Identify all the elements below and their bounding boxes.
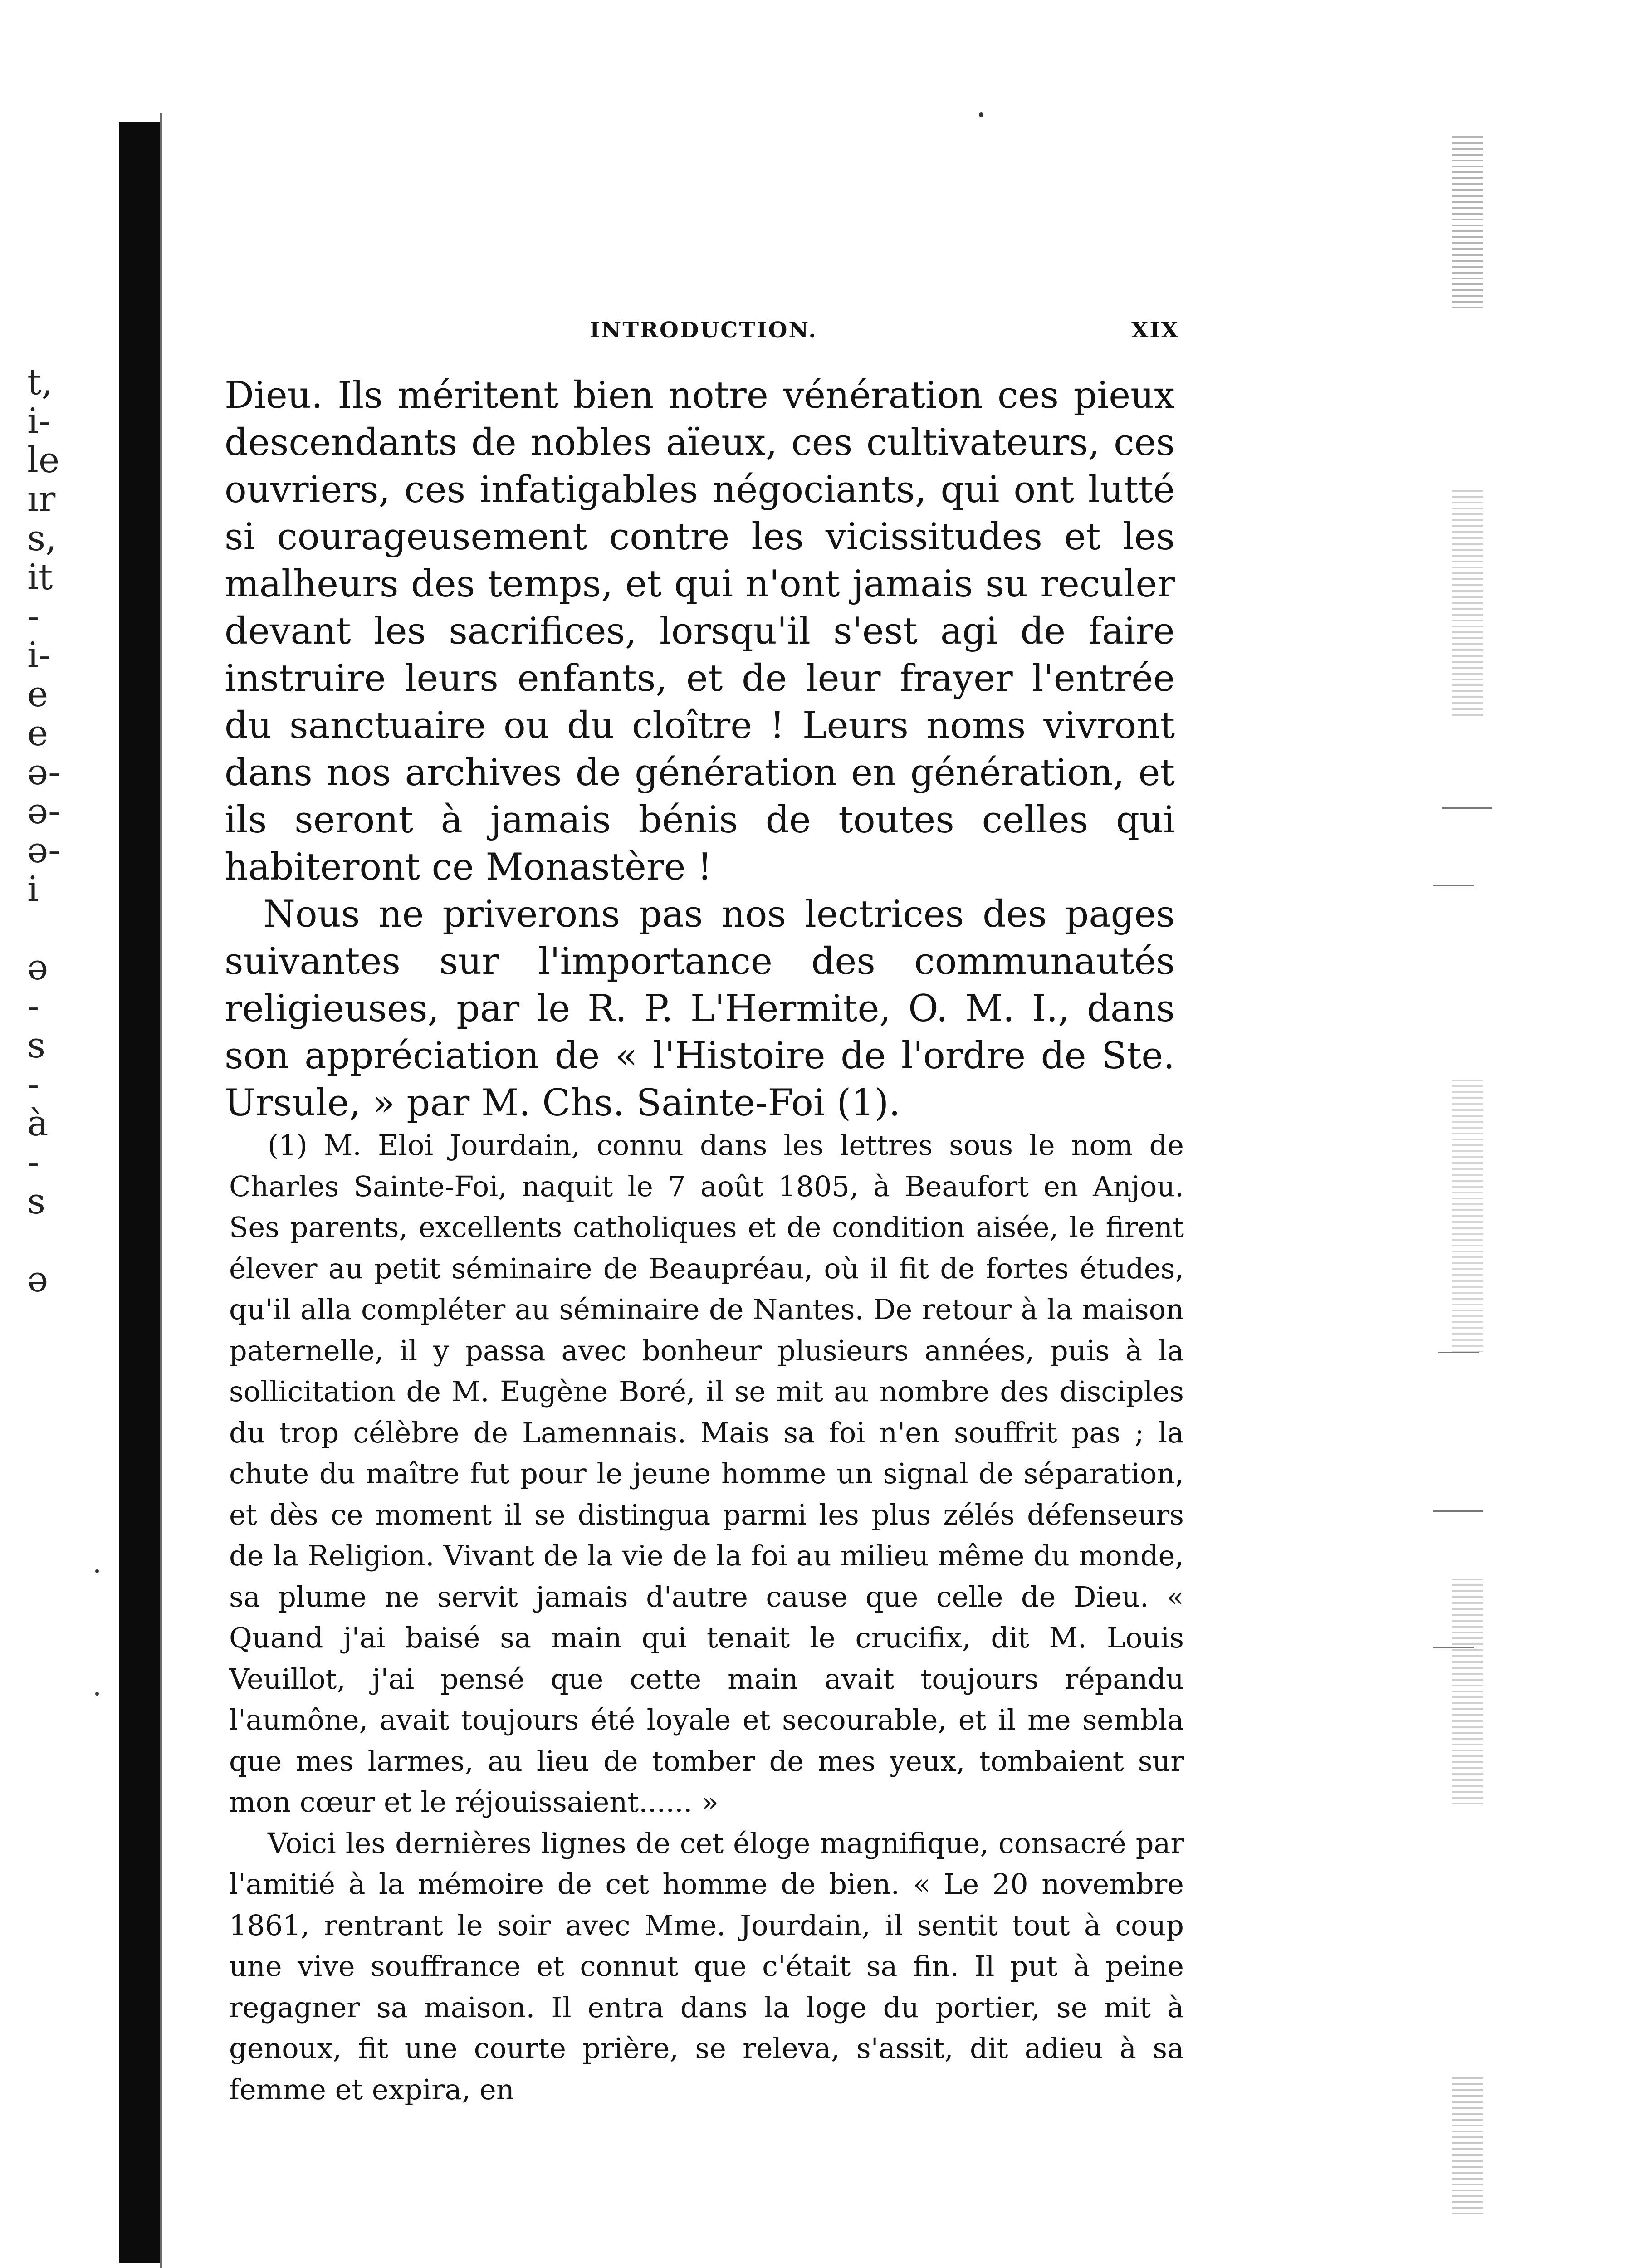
scan-noise-mark xyxy=(1438,1352,1479,1353)
fragment-line: ə- xyxy=(27,752,60,793)
body-paragraph: Nous ne priverons pas nos lectrices des pages suivantes sur l'importance des communautés religieuses, par le R. P. L'Hermite, O. M. I., dans son appréciation de « l'Histoire de l'ordre de Ste. Ursule, » par M. Chs. Sainte-Foi (1). xyxy=(225,893,1175,1124)
footnote-block xyxy=(229,1125,1184,2110)
footnote-paragraph: Voici les dernières lignes de cet éloge magnifique, consacré par l'amitié à la mémoire de cet homme de bien. « Le 20 novembre 1861, rentrant le soir avec Mme. Jourdain, il sentit tout à coup une vive souffrance et connut que c'était sa fin. Il put à peine regagner sa maison. Il entra dans la loge du portier, se mit à genoux, fit une courte prière, se releva, s'assit, dit adieu à sa femme et expira, en xyxy=(229,1826,1184,2106)
page-header xyxy=(590,318,1179,343)
fragment-line xyxy=(27,909,118,948)
scan-noise-band xyxy=(1452,1080,1483,1352)
scan-noise-mark xyxy=(1433,1647,1474,1648)
running-title: INTRODUCTION. xyxy=(590,318,817,343)
scan-edge-noise xyxy=(1433,82,1542,2259)
fragment-line: ə xyxy=(27,947,49,988)
scan-speck xyxy=(95,1569,99,1573)
scan-noise-band xyxy=(1452,136,1483,308)
main-body-text xyxy=(225,372,1175,1127)
scan-speck xyxy=(979,112,983,117)
scan-noise-band xyxy=(1452,1579,1483,1805)
fragment-line: - xyxy=(27,596,39,637)
fragment-line: i- xyxy=(27,401,51,442)
fragment-line: - xyxy=(27,1064,39,1105)
scan-speck xyxy=(95,1692,99,1696)
fragment-line: i- xyxy=(27,635,51,676)
fragment-line: t, xyxy=(27,362,53,403)
page-number: XIX xyxy=(1131,318,1179,343)
fragment-line: ə- xyxy=(27,830,60,871)
book-spine-shadow xyxy=(119,122,160,2263)
scan-noise-band xyxy=(1452,2077,1483,2214)
page-gutter-edge xyxy=(160,113,162,2268)
fragment-line: e xyxy=(27,713,49,754)
fragment-line: - xyxy=(27,986,39,1027)
fragment-line: s, xyxy=(27,518,57,559)
fragment-line xyxy=(27,1221,118,1260)
scan-noise-band xyxy=(1452,490,1483,717)
fragment-line: i xyxy=(27,869,39,910)
fragment-line: - xyxy=(27,1142,39,1183)
fragment-line: s xyxy=(27,1025,46,1066)
fragment-line: s xyxy=(27,1181,46,1222)
fragment-line: it xyxy=(27,557,53,598)
facing-page-fragments xyxy=(27,363,118,1299)
fragment-line: e xyxy=(27,674,49,715)
scan-noise-mark xyxy=(1433,1510,1483,1512)
scan-noise-mark xyxy=(1433,885,1474,886)
footnote-paragraph: (1) M. Eloi Jourdain, connu dans les lettres sous le nom de Charles Sainte-Foi, naquit le 7 août 1805, à Beaufort en Anjou. Ses parents, excellents catholiques et de condition aisée, le firent élever au petit séminaire de Beaupréau, où il fit de fortes études, qu'il alla compléter au séminaire de Nantes. De retour à la maison paternelle, il y passa avec bonheur plusieurs années, puis à la sollicitation de M. Eugène Boré, il se mit au nombre des disciples du trop célèbre de Lamennais. Mais sa foi n'en souffrit pas ; la chute du maître fut pour le jeune homme un signal de séparation, et dès ce moment il se distingua parmi les plus zélés défenseurs de la Religion. Vivant de la vie de la foi au milieu même du monde, sa plume ne servit jamais d'autre cause que celle de Dieu. « Quand j'ai baisé sa main qui tenait le crucifix, dit M. Louis Veuillot, j'ai pensé que cette main avait toujours répandu l'aumône, avait toujours été loyale et secourable, et il me sembla que mes larmes, au lieu de tomber de mes yeux, tombaient sur mon cœur et le réjouissaient...... » xyxy=(229,1129,1184,1818)
scan-noise-mark xyxy=(1442,807,1492,809)
fragment-line: à xyxy=(27,1103,49,1144)
fragment-line: le xyxy=(27,440,60,481)
body-paragraph: Dieu. Ils méritent bien notre vénération ces pieux descendants de nobles aïeux, ces cultivateurs, ces ouvriers, ces infatigables négociants, qui ont lutté si courageusement contre les vicissitudes et les malheurs des temps, et qui n'ont jamais su reculer devant les sacrifices, lorsqu'il s'est agi de faire instruire leurs enfants, et de leur frayer l'entrée du sanctuaire ou du cloître ! Leurs noms vivront dans nos archives de génération en génération, et ils seront à jamais bénis de toutes celles qui habiteront ce Monastère ! xyxy=(225,374,1175,889)
fragment-line: ə- xyxy=(27,791,60,832)
fragment-line: ə xyxy=(27,1259,49,1300)
fragment-line: ır xyxy=(27,479,56,520)
